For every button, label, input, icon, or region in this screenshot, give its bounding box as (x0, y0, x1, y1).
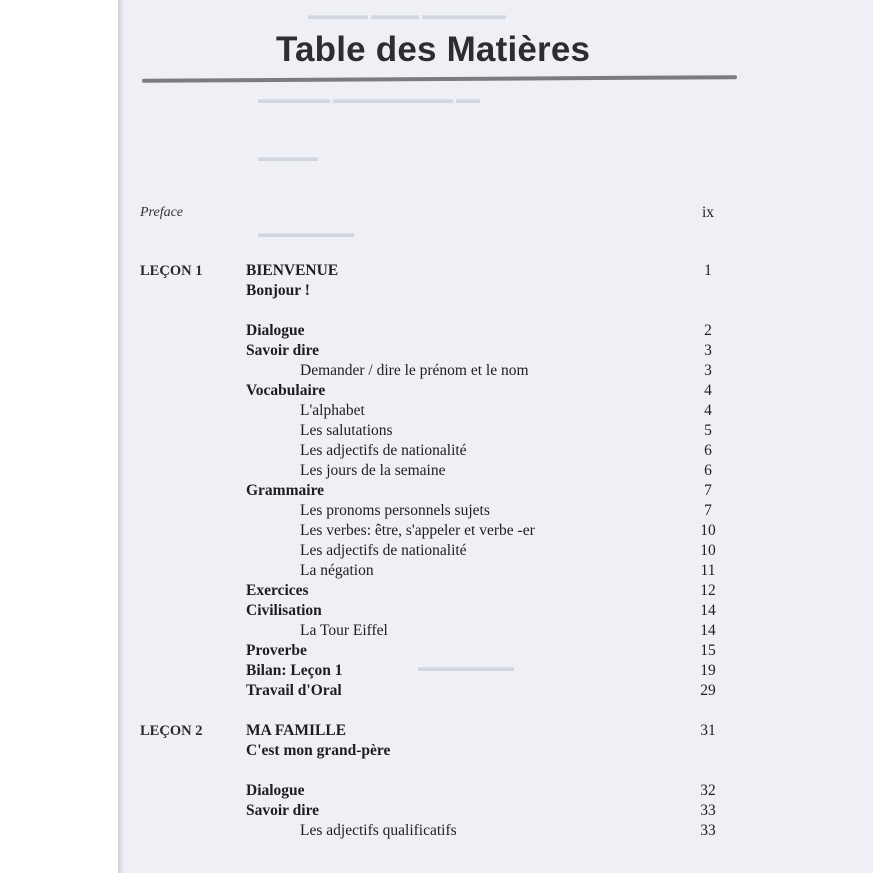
toc-subentry: Les jours de la semaine (300, 462, 446, 479)
toc-page-number: 5 (704, 422, 712, 439)
toc-page-number: 12 (700, 582, 716, 599)
toc-entry: Dialogue (246, 322, 305, 339)
toc-page-number: 29 (700, 682, 716, 699)
document-page (118, 0, 873, 873)
toc-entry: Bilan: Leçon 1 (246, 662, 343, 679)
toc-page-number: 10 (700, 542, 716, 559)
lesson-2-page: 31 (700, 722, 716, 739)
toc-entry: Savoir dire (246, 802, 320, 819)
toc-subentry: L'alphabet (300, 402, 365, 419)
title-underline (142, 75, 737, 83)
toc-page-number: 4 (704, 402, 712, 419)
lesson-1-subtitle: Bonjour ! (246, 282, 310, 299)
toc-subentry: Les adjectifs de nationalité (300, 542, 467, 559)
toc-page-number: 14 (700, 602, 716, 619)
lesson-2-title: MA FAMILLE (246, 722, 347, 739)
lesson-2-label: LEÇON 2 (140, 723, 203, 739)
toc-page-number: 6 (704, 442, 712, 459)
toc-subentry: Les adjectifs qualificatifs (300, 822, 457, 839)
toc-page-number: 14 (700, 622, 716, 639)
toc-entry: Civilisation (246, 602, 322, 619)
toc-page-number: 33 (700, 802, 716, 819)
toc-entry: Proverbe (246, 642, 307, 659)
toc-page-number: 7 (704, 482, 712, 499)
bleed-through-text: ▬▬▬▬▬▬▬▬ (258, 226, 354, 240)
page-edge-shadow (118, 0, 124, 873)
toc-entry: Savoir dire (246, 342, 320, 359)
toc-page-number: 6 (704, 462, 712, 479)
toc-page-number: 19 (700, 662, 716, 679)
toc-page-number: 3 (704, 342, 712, 359)
toc-entry: Exercices (246, 582, 309, 599)
toc-subentry: Les pronoms personnels sujets (300, 502, 490, 519)
toc-subentry: La négation (300, 562, 374, 579)
bleed-through-text: ▬▬▬▬▬ ▬▬▬▬ ▬▬▬▬▬▬▬ (308, 8, 506, 22)
toc-subentry: Les verbes: être, s'appeler et verbe -er (300, 522, 535, 539)
toc-entry: Dialogue (246, 782, 305, 799)
bleed-through-text: ▬▬▬▬▬▬▬▬ (418, 660, 514, 674)
toc-page-number: 4 (704, 382, 712, 399)
lesson-2-subtitle: C'est mon grand-père (246, 742, 391, 759)
preface-page: ix (701, 204, 715, 221)
toc-page-number: 32 (700, 782, 716, 799)
toc-page-number: 15 (700, 642, 716, 659)
bleed-through-text: ▬▬▬▬▬▬ ▬▬▬▬▬▬▬▬▬▬ ▬▬ (258, 92, 480, 106)
page-title: Table des Matières (276, 30, 591, 69)
lesson-1-page: 1 (704, 262, 712, 279)
lesson-1-title: BIENVENUE (246, 262, 339, 279)
toc-subentry: Les salutations (300, 422, 393, 439)
toc-subentry: Les adjectifs de nationalité (300, 442, 467, 459)
toc-entry: Travail d'Oral (246, 682, 342, 699)
toc-page-number: 33 (700, 822, 716, 839)
toc-page-number: 10 (700, 522, 716, 539)
preface-label: Preface (140, 205, 184, 220)
toc-entry: Grammaire (246, 482, 325, 499)
toc-subentry: Demander / dire le prénom et le nom (300, 362, 529, 379)
toc-page-number: 2 (704, 322, 712, 339)
toc-page-number: 3 (704, 362, 712, 379)
toc-subentry: La Tour Eiffel (300, 622, 388, 639)
toc-entry: Vocabulaire (246, 382, 326, 399)
toc-page-number: 7 (704, 502, 712, 519)
lesson-1-label: LEÇON 1 (140, 263, 203, 279)
bleed-through-text: ▬▬▬▬▬ (258, 150, 318, 164)
toc-page-number: 11 (700, 562, 716, 579)
